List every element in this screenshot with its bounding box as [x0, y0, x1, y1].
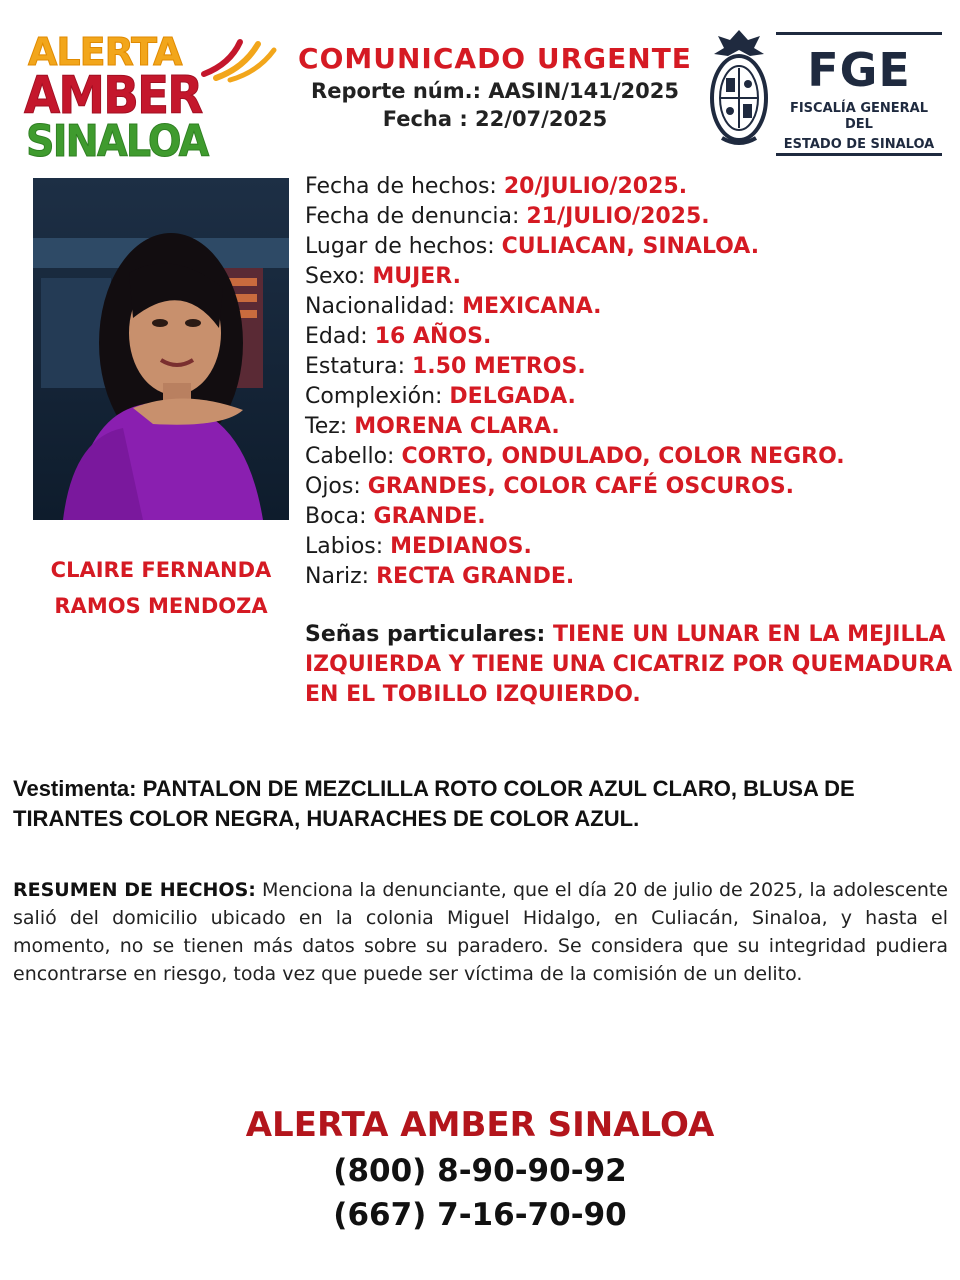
state-seal-icon: [708, 28, 770, 150]
detail-tez: [305, 412, 955, 442]
detail-value: CULIACAN, SINALOA.: [501, 234, 760, 259]
detail-boca: [305, 502, 955, 532]
detail-ojos: [305, 472, 955, 502]
detail-label: Ojos:: [305, 474, 368, 499]
clothing-description: Vestimenta: PANTALON DE MEZCLILLA ROTO COLOR AZUL CLARO, BLUSA DE TIRANTES COLOR NEGRA, HUARACHES DE COLOR AZUL.: [13, 776, 855, 831]
detail-estatura: [305, 352, 955, 382]
detail-label: Complexión:: [305, 384, 450, 409]
detail-label: Fecha de hechos:: [305, 174, 504, 199]
logo-amber-text: AMBER: [24, 66, 202, 126]
phone-number-2[interactable]: (667) 7-16-70-90: [333, 1197, 627, 1233]
detail-value: MEXICANA.: [462, 294, 602, 319]
detail-value: 21/JULIO/2025.: [526, 204, 710, 229]
summary-label: RESUMEN DE HECHOS:: [13, 879, 256, 901]
detail-nacionalidad: [305, 292, 955, 322]
detail-label: Edad:: [305, 324, 375, 349]
fge-name-line1: FISCALÍA GENERAL DEL: [789, 101, 929, 132]
alerta-amber-logo: [22, 30, 282, 165]
detail-value: CORTO, ONDULADO, COLOR NEGRO.: [401, 444, 845, 469]
bulletin-header: [285, 42, 705, 131]
detail-label: Boca:: [305, 504, 374, 529]
detail-value: 1.50 METROS.: [411, 354, 586, 379]
detail-lugar: [305, 232, 955, 262]
detail-label: Labios:: [305, 534, 391, 559]
senas-label: Señas particulares:: [305, 622, 553, 647]
contact-footer: [0, 1105, 960, 1233]
detail-label: Cabello:: [305, 444, 402, 469]
distinguishing-marks: [305, 620, 955, 710]
bulletin-date: Fecha : 22/07/2025: [382, 107, 608, 131]
detail-fecha-denuncia: [305, 202, 955, 232]
summary-text: Menciona la denunciante, que el día 20 de julio de 2025, la adolescente salió del domicilio ubicado en la colonia Miguel Hidalgo, en Culiacán, Sinaloa, y hasta el momento, no se tienen más datos sobre su paradero. Se considera que su integridad pudiera encontrarse en riesgo, toda vez que puede ser víctima de la comisión de un delito.: [13, 879, 948, 985]
detail-value: RECTA GRANDE.: [376, 564, 575, 589]
detail-label: Nariz:: [305, 564, 377, 589]
logo-alerta-text: ALERTA: [28, 30, 182, 74]
detail-cabello: [305, 442, 955, 472]
detail-value: GRANDE.: [373, 504, 486, 529]
senas-value: TIENE UN LUNAR EN LA MEJILLA IZQUIERDA Y TIENE UNA CICATRIZ POR QUEMADURA EN EL TOBILLO IZQUIERDO.: [305, 622, 953, 707]
person-name-line1: CLAIRE FERNANDA: [50, 558, 272, 582]
signal-waves-icon: [200, 34, 280, 84]
bulletin-title: COMUNICADO URGENTE: [298, 42, 692, 75]
person-name: [30, 552, 292, 624]
detail-labios: [305, 532, 955, 562]
detail-label: Tez:: [305, 414, 355, 439]
detail-label: Estatura:: [305, 354, 412, 379]
fge-acronym: FGE: [807, 43, 911, 97]
detail-label: Fecha de denuncia:: [305, 204, 527, 229]
phone-number-1[interactable]: (800) 8-90-90-92: [333, 1153, 627, 1189]
detail-value: 16 AÑOS.: [374, 324, 492, 349]
detail-fecha-hechos: [305, 172, 955, 202]
fge-name-line2: ESTADO DE SINALOA: [783, 137, 935, 152]
person-name-line2: RAMOS MENDOZA: [54, 594, 268, 618]
missing-person-photo: [33, 178, 289, 520]
report-number: Reporte núm.: AASIN/141/2025: [311, 79, 679, 103]
physical-details-list: [305, 172, 955, 592]
logo-sinaloa-text: SINALOA: [26, 116, 208, 167]
fge-logo: [776, 32, 942, 156]
detail-label: Nacionalidad:: [305, 294, 463, 319]
case-summary: [13, 876, 948, 988]
detail-value: DELGADA.: [449, 384, 576, 409]
footer-title: ALERTA AMBER SINALOA: [245, 1105, 715, 1145]
detail-value: GRANDES, COLOR CAFÉ OSCUROS.: [367, 474, 795, 499]
detail-nariz: [305, 562, 955, 592]
detail-value: MORENA CLARA.: [354, 414, 560, 439]
detail-label: Lugar de hechos:: [305, 234, 502, 259]
detail-label: Sexo:: [305, 264, 373, 289]
detail-sexo: [305, 262, 955, 292]
detail-complexion: [305, 382, 955, 412]
detail-edad: [305, 322, 955, 352]
detail-value: MEDIANOS.: [390, 534, 532, 559]
detail-value: MUJER.: [372, 264, 462, 289]
detail-value: 20/JULIO/2025.: [503, 174, 688, 199]
